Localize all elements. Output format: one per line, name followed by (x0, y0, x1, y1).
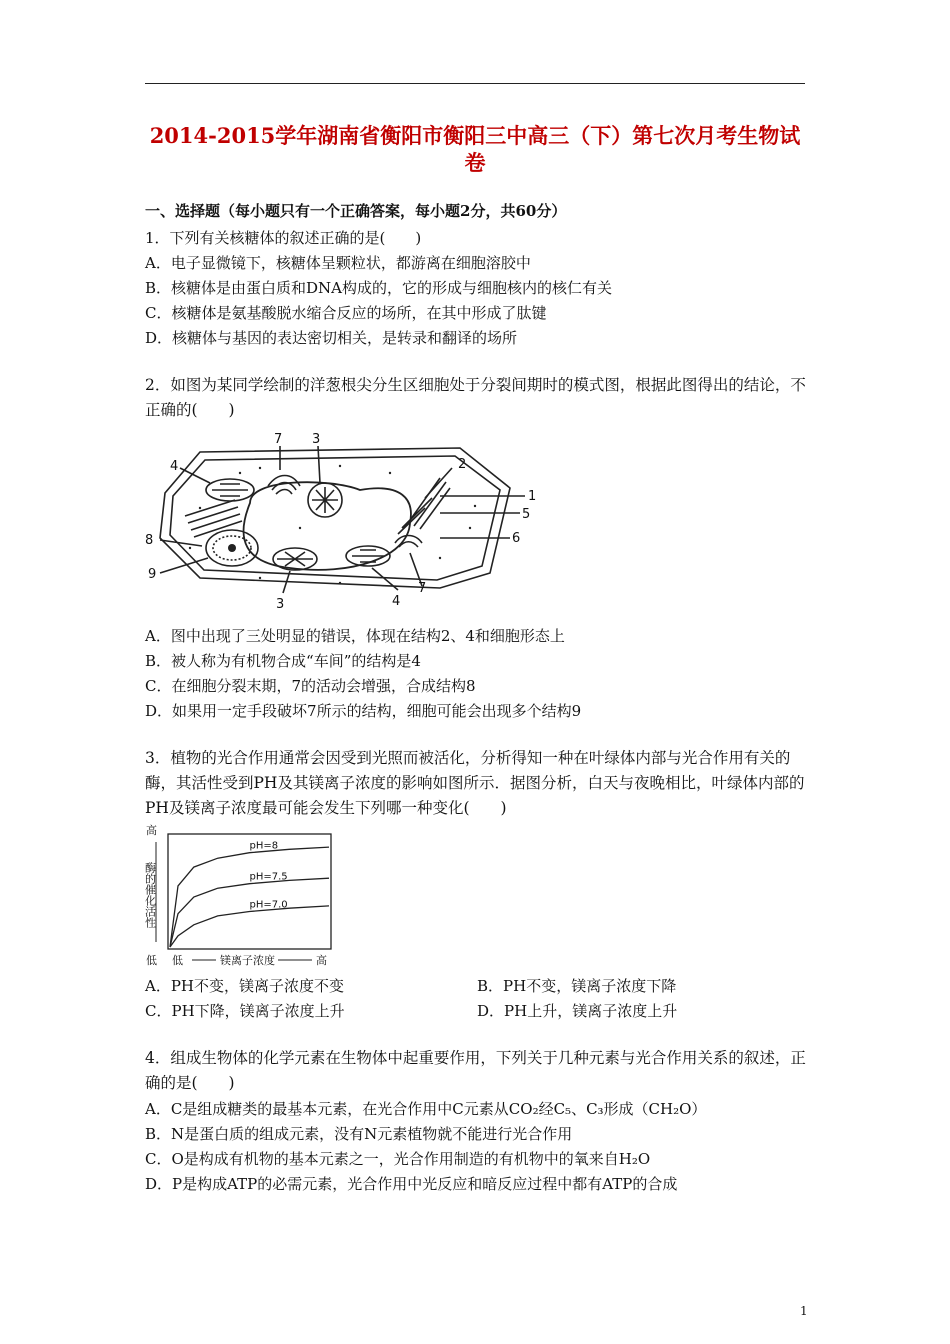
q4-option-c: C．O是构成有机物的基本元素之一，光合作用制造的有机物中的氧来自H₂O (145, 1150, 651, 1168)
q1-option-d: D．核糖体与基因的表达密切相关，是转录和翻译的场所 (145, 329, 518, 347)
q1-stem: 1．下列有关核糖体的叙述正确的是( ) (145, 229, 422, 247)
chart-y-low: 低 (146, 954, 157, 967)
q3-option-b: B．PH不变，镁离子浓度下降 (477, 977, 677, 995)
q4-option-b: B．N是蛋白质的组成元素，没有N元素植物就不能进行光合作用 (145, 1125, 573, 1143)
series-line-1 (170, 878, 329, 947)
fig-label-2: 2 (458, 457, 467, 472)
header-rule (145, 83, 805, 84)
fig-label-1: 1 (528, 489, 537, 504)
fig-label-4-bottom: 4 (392, 594, 401, 609)
fig-label-6: 6 (512, 531, 521, 546)
q3-option-d: D．PH上升，镁离子浓度上升 (477, 1002, 678, 1020)
chart-y-label: 酶的催化活性 (143, 862, 157, 928)
series-label-1: pH=7.5 (249, 871, 288, 883)
q3-option-c: C．PH下降，镁离子浓度上升 (145, 1002, 345, 1020)
page-number: 1 (800, 1304, 808, 1318)
chart-y-high: 高 (146, 824, 157, 837)
fig-label-3-bottom: 3 (276, 597, 285, 612)
chart-x-high: 高 (316, 954, 327, 967)
fig-label-5: 5 (522, 507, 531, 522)
q2-option-c: C．在细胞分裂末期，7的活动会增强，合成结构8 (145, 677, 476, 695)
fig-label-8: 8 (145, 533, 154, 548)
q2-option-d: D．如果用一定手段破坏7所示的结构，细胞可能会出现多个结构9 (145, 702, 582, 720)
series-line-2 (170, 906, 329, 947)
chart-x-low: 低 (172, 954, 183, 967)
series-label-0: pH=8 (249, 840, 279, 852)
chart-x-label: 镁离子浓度 (220, 954, 275, 967)
fig-label-4-left: 4 (170, 459, 179, 474)
cell-diagram (140, 428, 540, 613)
fig-label-7-top: 7 (274, 432, 283, 447)
q4-option-a: A．C是组成糖类的最基本元素，在光合作用中C元素从CO₂经C₅、C₃形成（CH₂O） (145, 1100, 707, 1118)
fig-label-3-top: 3 (312, 432, 321, 447)
q1-option-c: C．核糖体是氨基酸脱水缩合反应的场所，在其中形成了肽键 (145, 304, 547, 322)
q2-option-b: B．被人称为有机物合成“车间”的结构是4 (145, 652, 421, 670)
enzyme-activity-chart (140, 822, 350, 972)
fig-label-7-bottom: 7 (418, 581, 427, 596)
q4-stem: 4．组成生物体的化学元素在生物体中起重要作用，下列关于几种元素与光合作用关系的叙述，正确的是( ) (145, 1049, 806, 1092)
q2-stem: 2．如图为某同学绘制的洋葱根尖分生区细胞处于分裂间期时的模式图，根据此图得出的结论，不正确的( ) (145, 376, 806, 419)
q3-option-a: A．PH不变，镁离子浓度不变 (145, 977, 345, 995)
fig-label-9: 9 (148, 567, 157, 582)
q3-stem: 3．植物的光合作用通常会因受到光照而被活化，分析得知一种在叶绿体内部与光合作用有关的酶，其活性受到PH及其镁离子浓度的影响如图所示．据图分析，白天与夜晚相比，叶绿体内部的PH及镁离子浓度最可能会发生下列哪一种变化( ) (145, 749, 805, 817)
q2-option-a: A．图中出现了三处明显的错误，体现在结构2、4和细胞形态上 (145, 627, 565, 645)
q1-option-a: A．电子显微镜下，核糖体呈颗粒状，都游离在细胞溶胶中 (145, 254, 531, 272)
series-label-2: pH=7.0 (249, 899, 288, 911)
q1-option-b: B．核糖体是由蛋白质和DNA构成的，它的形成与细胞核内的核仁有关 (145, 279, 613, 297)
q4-option-d: D．P是构成ATP的必需元素，光合作用中光反应和暗反应过程中都有ATP的合成 (145, 1175, 678, 1193)
page-title: 2014-2015学年湖南省衡阳市衡阳三中高三（下）第七次月考生物试卷 (149, 123, 801, 175)
section-heading: 一、选择题（每小题只有一个正确答案，每小题2分，共60分） (145, 202, 567, 220)
